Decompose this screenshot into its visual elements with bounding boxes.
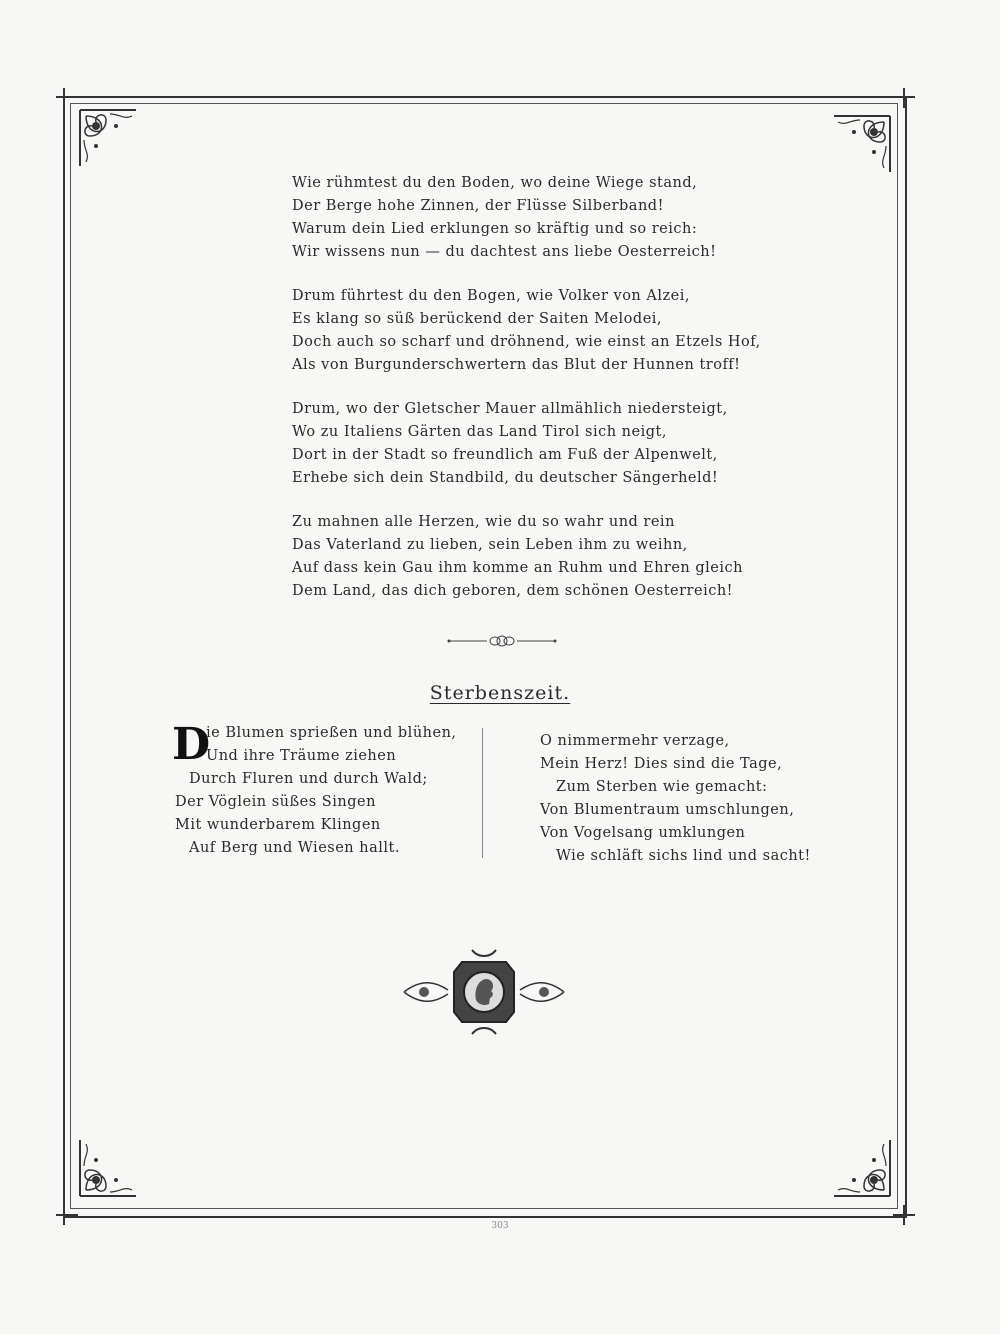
verse-line: Dem Land, das dich geboren, dem schönen Oesterreich! (292, 583, 733, 599)
verse-line: Dort in der Stadt so freundlich am Fuß der Alpenwelt, (292, 447, 718, 463)
verse-line: Auf Berg und Wiesen hallt. (189, 840, 400, 856)
verse-line: Auf dass kein Gau ihm komme an Ruhm und Ehren gleich (292, 560, 743, 576)
verse-line: Das Vaterland zu lieben, sein Leben ihm zu weihn, (292, 537, 688, 553)
crop-mark (56, 96, 78, 98)
stanza-4 (292, 511, 743, 603)
crop-mark (56, 1214, 78, 1216)
verse-line: Doch auch so scharf und dröhnend, wie einst an Etzels Hof, (292, 334, 761, 350)
stanza-1 (292, 172, 732, 264)
page-number: 303 (491, 1221, 509, 1231)
stanza-3 (292, 398, 732, 490)
verse-line: Wie schläft sichs lind und sacht! (556, 848, 811, 864)
verse-line: O nimmermehr verzage, (540, 733, 730, 749)
poem-right-column (540, 730, 811, 868)
page-frame-inner (70, 103, 898, 1209)
verse-line: Der Vöglein süßes Singen (175, 794, 376, 810)
verse-line: Erhebe sich dein Standbild, du deutscher Sängerheld! (292, 470, 719, 486)
drop-cap: D (172, 719, 211, 770)
column-divider (482, 728, 483, 858)
portrait-vignette-icon (402, 942, 566, 1042)
verse-line: Als von Burgunderschwertern das Blut der Hunnen troff! (292, 357, 741, 373)
verse-line: Zu mahnen alle Herzen, wie du so wahr und rein (292, 514, 675, 530)
verse-line: Zum Sterben wie gemacht: (556, 779, 768, 795)
verse-line: Drum, wo der Gletscher Mauer allmählich niedersteigt, (292, 401, 728, 417)
verse-line: ie Blumen sprießen und blühen, (206, 725, 457, 741)
verse-line: Von Blumentraum umschlungen, (540, 802, 795, 818)
verse-line: Von Vogelsang umklungen (540, 825, 746, 841)
poem-title: Sterbenszeit. (429, 682, 571, 704)
verse-line: Und ihre Träume ziehen (206, 748, 397, 764)
verse-line: Der Berge hohe Zinnen, der Flüsse Silberband! (292, 198, 664, 214)
divider-flourish-icon (447, 634, 557, 648)
verse-line: Warum dein Lied erklungen so kräftig und so reich: (292, 221, 698, 237)
poem-left-column (175, 722, 457, 860)
crop-mark (903, 88, 905, 108)
stanza-2 (292, 285, 761, 377)
verse-line: Wir wissens nun — du dachtest ans liebe Oesterreich! (292, 244, 717, 260)
corner-ornament-icon (822, 112, 894, 184)
corner-ornament-icon (76, 1128, 148, 1200)
verse-line: Durch Fluren und durch Wald; (189, 771, 428, 787)
verse-line: Mit wunderbarem Klingen (175, 817, 381, 833)
verse-line: Drum führtest du den Bogen, wie Volker von Alzei, (292, 288, 690, 304)
verse-line: Es klang so süß berückend der Saiten Melodei, (292, 311, 663, 327)
corner-ornament-icon (822, 1128, 894, 1200)
verse-line: Mein Herz! Dies sind die Tage, (540, 756, 783, 772)
crop-mark (63, 88, 65, 108)
corner-ornament-icon (76, 106, 148, 178)
verse-line: Wo zu Italiens Gärten das Land Tirol sich neigt, (292, 424, 667, 440)
verse-line: Wie rühmtest du den Boden, wo deine Wiege stand, (292, 175, 698, 191)
